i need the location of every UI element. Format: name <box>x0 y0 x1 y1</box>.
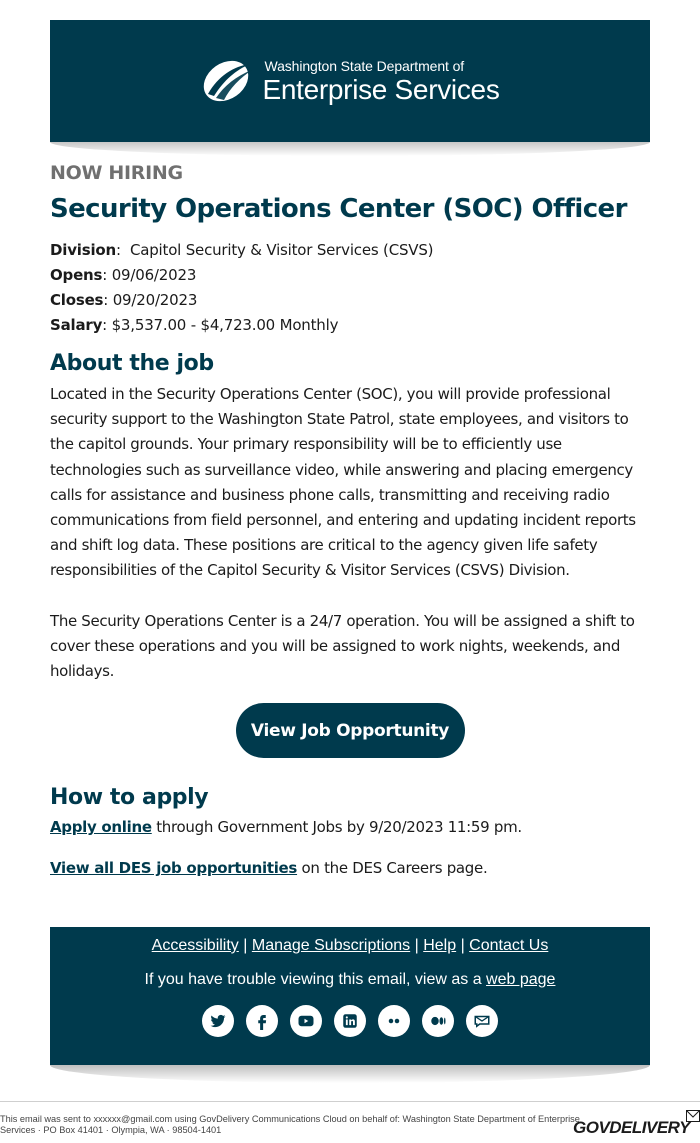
help-link[interactable]: Help <box>423 937 457 954</box>
des-logo[interactable] <box>200 56 499 106</box>
view-job-opportunity-button[interactable]: View Job Opportunity <box>236 703 465 758</box>
division-row: Division: Capitol Security & Visitor Services (CSVS) <box>50 241 434 259</box>
closes-row: Closes: 09/20/2023 <box>50 291 198 309</box>
salary-row: Salary: $3,537.00 - $4,723.00 Monthly <box>50 316 339 334</box>
button-row <box>50 703 650 758</box>
flickr-icon[interactable] <box>378 1005 410 1037</box>
manage-subscriptions-link[interactable]: Manage Subscriptions <box>251 937 411 954</box>
divider <box>0 1101 700 1102</box>
main-content <box>50 162 650 879</box>
medium-icon[interactable] <box>422 1005 454 1037</box>
youtube-icon[interactable] <box>290 1005 322 1037</box>
legal-notice: This email was sent to xxxxxx@gmail.com using GovDelivery Communications Cloud on behalf of: Washington State Department of Enterprise Services · PO Box 41401 · Olympia, WA · 98504-1401 <box>0 1114 580 1135</box>
logo-line1: Washington State Department of <box>264 57 465 74</box>
view-as-webpage-line: If you have trouble viewing this email, view as a web page <box>144 971 556 988</box>
facebook-icon[interactable] <box>246 1005 278 1037</box>
opens-row: Opens: 09/06/2023 <box>50 266 197 284</box>
apply-online-line: Apply online through Government Jobs by 9/20/2023 11:59 pm. <box>50 818 522 837</box>
social-icons <box>50 1005 650 1037</box>
footer <box>50 927 650 1065</box>
footer-shadow <box>50 1065 650 1083</box>
govdelivery-logo[interactable]: GOVDELIVERY <box>573 1118 690 1137</box>
apply-heading: How to apply <box>50 785 209 811</box>
apply-online-link[interactable]: Apply online <box>50 818 152 837</box>
banner-shadow <box>50 142 650 156</box>
job-title: Security Operations Center (SOC) Officer <box>50 194 627 224</box>
about-paragraph-1: Located in the Security Operations Center (SOC), you will provide professional security support to the Washington State Patrol, state employees, and visitors to the capitol grounds. Your primary responsibility will be to efficiently use technologies such as surveillance video, while answering and placing emergency calls for assistance and business phone calls, transmitting and receiving radio communications from field personnel, and entering and updating incident reports and shift log data. These positions are critical to the agency given life safety responsibilities of the Capitol Security & Visitor Services (CSVS) Division. <box>50 385 636 580</box>
accessibility-link[interactable]: Accessibility <box>151 937 239 954</box>
footer-links: Accessibility | Manage Subscriptions | Help | Contact Us <box>151 937 549 954</box>
twitter-icon[interactable] <box>202 1005 234 1037</box>
view-all-line: View all DES job opportunities on the DES Careers page. <box>50 859 488 878</box>
view-all-jobs-link[interactable]: View all DES job opportunities <box>50 859 298 878</box>
contact-us-link[interactable]: Contact Us <box>469 937 549 954</box>
email-icon[interactable] <box>466 1005 498 1037</box>
about-heading: About the job <box>50 351 214 376</box>
about-paragraph-2: The Security Operations Center is a 24/7 operation. You will be assigned a shift to cover these operations and you will be assigned to work nights, weekends, and holidays. <box>50 611 635 681</box>
header-banner <box>50 20 650 142</box>
linkedin-icon[interactable] <box>334 1005 366 1037</box>
logo-line2: Enterprise Services <box>262 73 500 105</box>
web-page-link[interactable]: web page <box>486 971 556 988</box>
des-swoosh-icon <box>200 56 256 106</box>
job-meta <box>50 238 650 338</box>
now-hiring-kicker: NOW HIRING <box>50 162 183 184</box>
